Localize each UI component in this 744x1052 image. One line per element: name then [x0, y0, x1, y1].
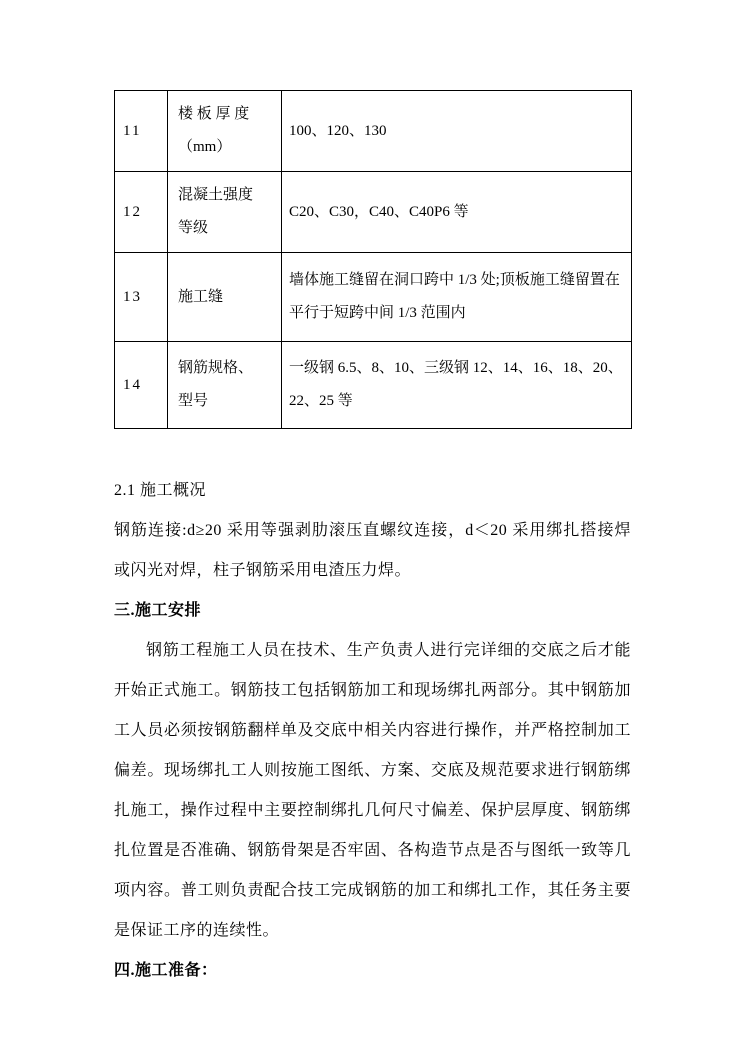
row-content: 墙体施工缝留在洞口跨中 1/3 处;顶板施工缝留置在平行于短跨中间 1/3 范围内: [282, 253, 632, 342]
row-label-line: 型号: [178, 393, 209, 409]
document-content: [114, 90, 631, 991]
document-sections: [114, 471, 631, 991]
row-label-line: 混凝土强度: [178, 187, 254, 203]
table-row: [115, 253, 632, 342]
table-row: [115, 342, 632, 429]
row-label-line: （mm）: [178, 139, 232, 155]
row-label: [168, 172, 282, 253]
section-3-body: 钢筋工程施工人员在技术、生产负责人进行完详细的交底之后才能开始正式施工。钢筋技工包括钢筋加工和现场绑扎两部分。其中钢筋加工人员必须按钢筋翻样单及交底中相关内容进行操作，并严格控制加工偏差。现场绑扎工人则按施工图纸、方案、交底及规范要求进行钢筋绑扎施工，操作过程中主要控制绑扎几何尺寸偏差、保护层厚度、钢筋绑扎位置是否准确、钢筋骨架是否牢固、各构造节点是否与图纸一致等几项内容。普工则负责配合技工完成钢筋的加工和绑扎工作，其任务主要是保证工序的连续性。: [114, 642, 631, 939]
row-label: [168, 253, 282, 342]
row-number: 14: [115, 342, 168, 429]
row-label-line: 楼 板 厚 度: [178, 106, 250, 122]
section-3-heading: 三.施工安排: [114, 602, 202, 619]
section-2-1-title: 2.1 施工概况: [114, 482, 207, 499]
row-content: C20、C30，C40、C40P6 等: [282, 172, 632, 253]
row-number: 13: [115, 253, 168, 342]
row-number: 12: [115, 172, 168, 253]
row-label-line: 施工缝: [178, 288, 224, 305]
row-label-line: 钢筋规格、: [178, 360, 254, 376]
spec-table: [114, 90, 632, 429]
section-2-1-body: 钢筋连接:d≥20 采用等强剥肋滚压直螺纹连接，d＜20 采用绑扎搭接焊或闪光对焊，柱子钢筋采用电渣压力焊。: [114, 522, 631, 579]
table-row: [115, 172, 632, 253]
row-label-line: 等级: [178, 220, 209, 236]
row-content: 一级钢 6.5、8、10、三级钢 12、14、16、18、20、22、25 等: [282, 342, 632, 429]
section-4-heading: 四.施工准备：: [114, 962, 218, 979]
row-label: [168, 91, 282, 172]
row-number: 11: [115, 91, 168, 172]
row-content: 100、120、130: [282, 91, 632, 172]
table-row: [115, 91, 632, 172]
row-label: [168, 342, 282, 429]
